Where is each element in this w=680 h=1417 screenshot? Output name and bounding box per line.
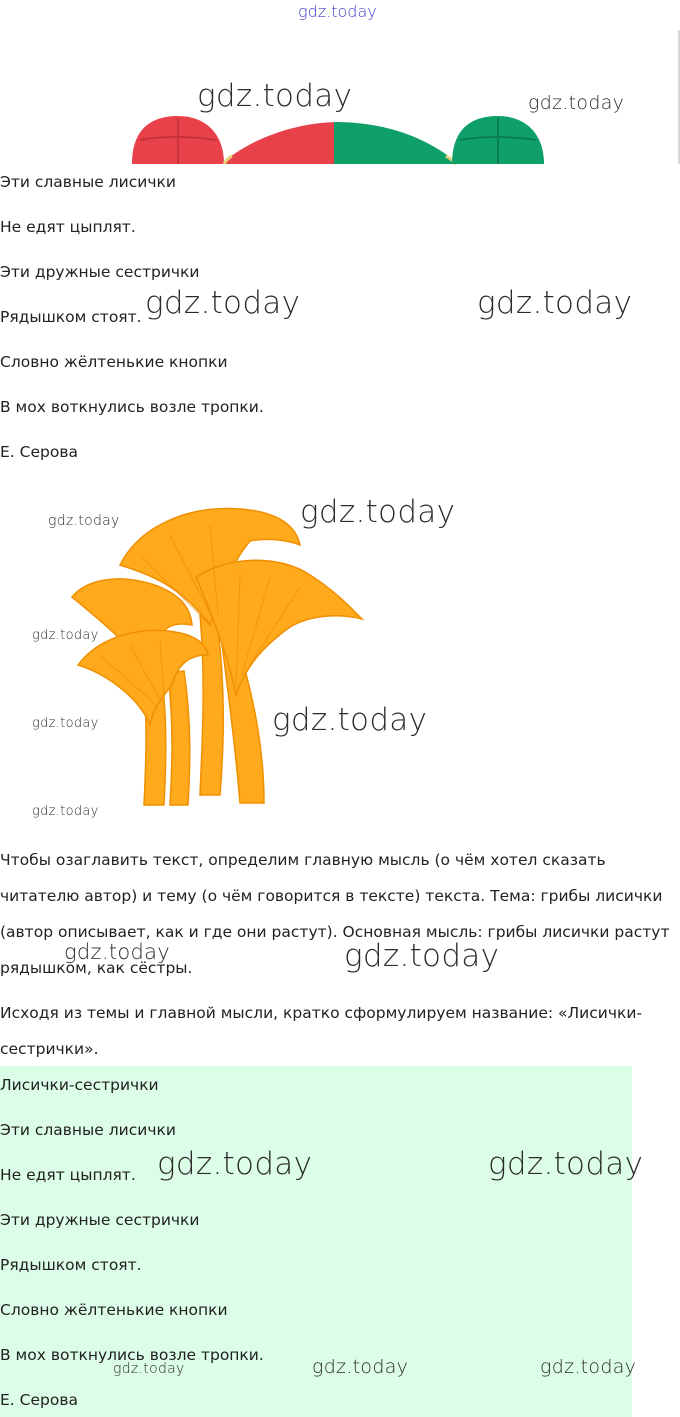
watermark: gdz.today — [64, 940, 171, 964]
watermark: gdz.today — [157, 1146, 313, 1182]
answer-line: Не едят цыплят. — [0, 1166, 136, 1184]
answer-line: Словно жёлтенькие кнопки — [0, 1301, 228, 1319]
watermark: gdz.today — [32, 804, 99, 819]
answer-line: В мох воткнулись возле тропки. — [0, 1346, 264, 1364]
watermark: gdz.today — [113, 1361, 185, 1377]
poem-line: Эти славные лисички — [0, 173, 176, 191]
watermark: gdz.today — [540, 1356, 637, 1378]
site-link[interactable]: gdz.today — [298, 2, 377, 21]
answer-author: Е. Серова — [0, 1391, 78, 1409]
watermark: gdz.today — [145, 285, 301, 321]
watermark: gdz.today — [528, 92, 625, 114]
poem-author: Е. Серова — [0, 443, 78, 461]
watermark: gdz.today — [312, 1356, 409, 1378]
watermark: gdz.today — [344, 938, 500, 974]
explanation-paragraph: Чтобы озаглавить текст, определим главную мысль (о чём хотел сказать читателю автор) и тему (о чём говорится в тексте) текста. Тема: грибы лисички (автор описывает, как и где они растут). Основная мысль: грибы лисички растут рядышком, как сёстры. — [0, 851, 670, 977]
watermark: gdz.today — [32, 628, 99, 643]
poem-line: Рядышком стоят. — [0, 308, 142, 326]
chanterelle-illustration — [60, 495, 400, 815]
answer-line: Рядышком стоят. — [0, 1256, 142, 1274]
watermark: gdz.today — [300, 494, 456, 530]
watermark: gdz.today — [477, 285, 633, 321]
poem-line: Эти дружные сестрички — [0, 263, 200, 281]
poem-line: Словно жёлтенькие кнопки — [0, 353, 228, 371]
explanation-paragraph: Исходя из темы и главной мысли, кратко сформулируем название: «Лисички-сестрички». — [0, 1004, 643, 1058]
red-cap-middle — [226, 122, 340, 164]
watermark: gdz.today — [197, 78, 353, 114]
watermark: gdz.today — [272, 702, 428, 738]
poem-line: В мох воткнулись возле тропки. — [0, 398, 264, 416]
green-cap-middle — [334, 122, 454, 164]
watermark: gdz.today — [32, 716, 99, 731]
poem-line: Не едят цыплят. — [0, 218, 136, 236]
answer-line: Эти дружные сестрички — [0, 1211, 200, 1229]
answer-title: Лисички-сестрички — [0, 1076, 159, 1094]
answer-line: Эти славные лисички — [0, 1121, 176, 1139]
watermark: gdz.today — [48, 513, 120, 529]
watermark: gdz.today — [488, 1146, 644, 1182]
